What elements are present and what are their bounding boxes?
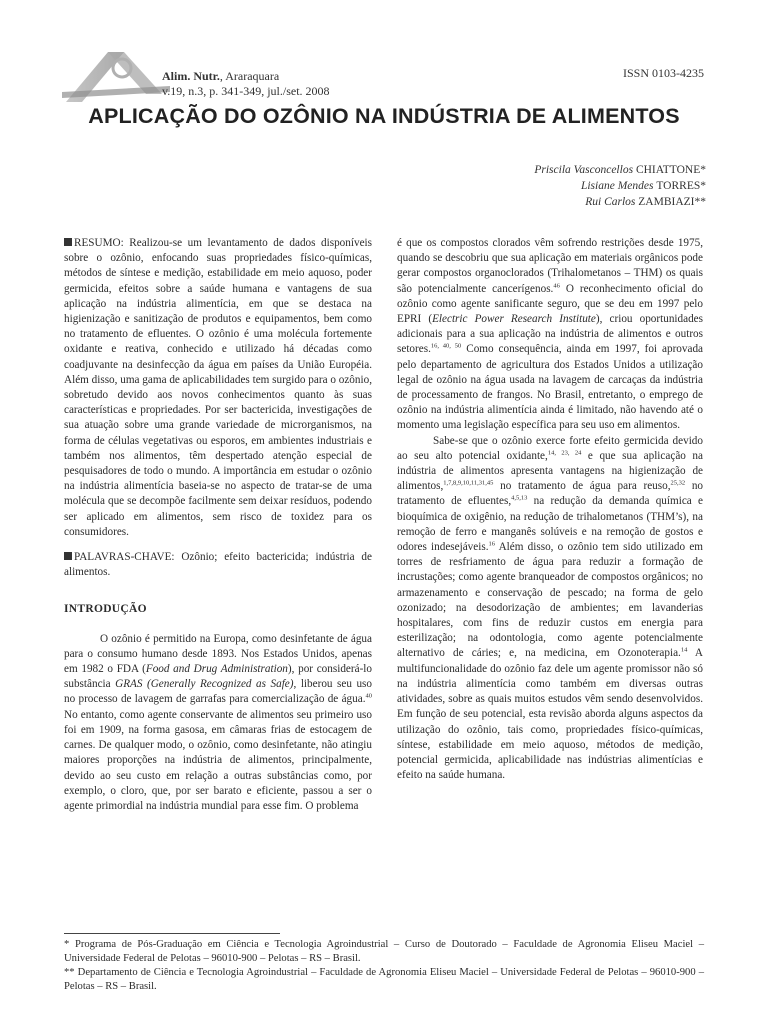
citation-ref: 25,32 (670, 479, 686, 487)
journal-city: , Araraquara (219, 69, 280, 83)
keywords-text: Ozônio; efeito bactericida; indústria de alimentos. (64, 551, 372, 579)
author-list (534, 162, 706, 210)
keywords-label: PALAVRAS-CHAVE: (74, 551, 175, 564)
citation-ref: 14 (680, 646, 688, 654)
citation-ref: 14, 23, 24 (547, 449, 582, 457)
footnote: * Programa de Pós-Graduação em Ciência e Tecnologia Agroindustrial – Curso de Doutorado – Faculdade de Agronomia Eliseu Maciel – Universidade Federal de Pelotas – 96010-900 – Pelotas – RS – Brasil. (64, 939, 704, 964)
intro-paragraph: O ozônio é permitido na Europa, como desinfetante de água para o consumo humano desde 1893. Nos Estados Unidos, apenas em 1982 o FDA (Food and Drug Administration), por considerá-lo substância GRAS (Generally Recognized as Safe), liberou seu uso no processo de lavagem de garrafas para comercialização de água.$^{40}$ No entanto, como agente conservante de alimentos seu primeiro uso foi em 1909, na forma gasosa, em câmaras frias de estocagem de carnes. De qualquer modo, o ozônio, como desinfetante, não atingiu maiores proporções na indústria de alimentos, principalmente, devido ao seu custo em relação a outras substâncias como, por exemplo, o cloro, que, por ser barato e eficiente, passou a ser o agente primordial na indústria mundial para esse fim. O problema (64, 632, 372, 812)
citation-ref: 40 (365, 692, 372, 700)
abstract-text: Realizou-se um levantamento de dados disponíveis sobre o ozônio, enfocando suas propriedades físico-químicas, métodos de síntese e medição, estabilidade em meio aquoso, poder germicida, efeitos sobre a saúde humana e vantagens de sua aplicação na indústria alimentícia, em que se destaca na higienização e sanitização de produtos e equipamentos, bem como no tratamento de efluentes. O ozônio é uma molécula fortemente oxidante e reativa, conhecido e utilizado há décadas como coadjuvante na desinfecção da água em países da União Européia. Além disso, uma gama de aplicabilidades tem surgido para o ozônio, sobretudo devido aos novos conhecimentos quanto às suas características e propriedades. Por ser bactericida, investigações de sua atuação sobre uma grande variedade de microrganismos, na forma de células vegetativas ou esporos, em ambientes industriais e também nos alimentos, têm despertado atenção especial de pesquisadores de todo o mundo. A importância em estudar o ozônio na indústria alimentícia baseia-se no aspecto de tratar-se de uma molécula que se decompõe facilmente sem deixar resíduos, podendo ser aplicado em alimentos, sem risco de toxidez para os consumidores. (64, 237, 372, 538)
body-paragraph: é que os compostos clorados vêm sofrendo restrições desde 1975, quando se descobriu que sua aplicação em materiais orgânicos pode gerar compostos organoclorados (Trihalometanos – THM) os quais são potencialmente cancerígenos.$^{46}$ O reconhecimento oficial do ozônio como agente sanificante seguro, que se deu em 1997 pelo EPRI (Electric Power Research Institute), criou oportunidades adicionais para a sua aplicação na indústria de alimentos e outros setores.$^{16, 40, 50}$ Como consequência, ainda em 1997, foi aprovada pelo departamento de agricultura dos Estados Unidos a utilização legal de ozônio na água usada na lavagem de carcaças da indústria de processamento de frangos. No Brasil, entretanto, o emprego de ozônio na indústria alimentícia ainda é limitado, não havendo até o momento uma legislação específica para seu uso em alimentos. (397, 237, 704, 432)
citation-ref: 16, 40, 50 (430, 342, 462, 350)
square-bullet-icon (64, 552, 72, 560)
citation-ref: 16 (488, 540, 496, 548)
left-column (64, 236, 372, 814)
article-title: APLICAÇÃO DO OZÔNIO NA INDÚSTRIA DE ALIMENTOS (88, 104, 680, 128)
citation-ref: 46 (553, 281, 560, 289)
citation-ref: 1,7,8,9,10,11,31,45 (443, 479, 494, 487)
square-bullet-icon (64, 238, 72, 246)
right-column (397, 236, 703, 783)
abstract-label: RESUMO: (74, 237, 124, 249)
journal-logo-icon (62, 46, 172, 106)
footnote-divider (64, 933, 280, 934)
citation-ref: 4,5,13 (511, 494, 528, 502)
author: Lisiane Mendes TORRES* (580, 180, 706, 192)
footnotes (64, 938, 704, 994)
author: Priscila Vasconcellos CHIATTONE* (534, 164, 706, 176)
author: Rui Carlos ZAMBIAZI** (585, 196, 706, 208)
journal-name: Alim. Nutr. (162, 69, 220, 83)
issn: ISSN 0103-4235 (622, 66, 704, 80)
body-paragraph: Sabe-se que o ozônio exerce forte efeito germicida devido ao seu alto potencial oxidante,$^{14, 23, 24}$ e que sua aplicação na indústria de alimentos apresenta vantagens na higienização de alimentos,$^{1,7,8,9,10,11,31,45}$ no tratamento de água para reuso,$^{25,32}$ no tratamento de efluentes,$^{4,5,13}$ na redução da demanda química e bioquímica de oxigênio, na redução de trihalometanos (THM’s), na remoção de ferro e manganês solúveis e na remoção de gostos e odores indesejáveis.$^{16}$ Além disso, o ozônio tem sido utilizado em torres de resfriamento de água para reduzir a formação de incrustações; como agente branqueador de compostos orgânicos; no armazenamento e conservação de pescado; na forma de gelo ozonizado; na desodorização de ambientes; em lavanderias hospitalares, com fins de reduzir custos em energia para esterilização; na odontologia, como agente potencialmente alternativo de cáries; e, na medicina, em Ozonoterapia.$^{14}$ A multifuncionalidade do ozônio faz dele um agente promissor não só na indústria alimentícia como também em diversas outras atividades, sobre as quais muitos estudos vêm sendo desenvolvidos. Em função de seu potencial, esta revisão aborda alguns aspectos da utilização do ozônio, tais como, propriedades físico-químicas, síntese, estabilidade em meio aquoso, métodos de medição, potencial germicida, aplicabilidade nas indústrias alimentícias e efeito na saúde humana. (397, 434, 704, 782)
section-heading-introducao: INTRODUÇÃO (64, 603, 147, 616)
abstract (64, 236, 372, 540)
volume-info: v.19, n.3, p. 341-349, jul./set. 2008 (162, 84, 330, 98)
keywords (64, 550, 372, 580)
journal-citation (162, 69, 330, 99)
footnote: ** Departamento de Ciência e Tecnologia Agroindustrial – Faculdade de Agronomia Eliseu Maciel – Universidade Federal de Pelotas – 96010-900 – Pelotas – RS – Brasil. (64, 967, 704, 992)
